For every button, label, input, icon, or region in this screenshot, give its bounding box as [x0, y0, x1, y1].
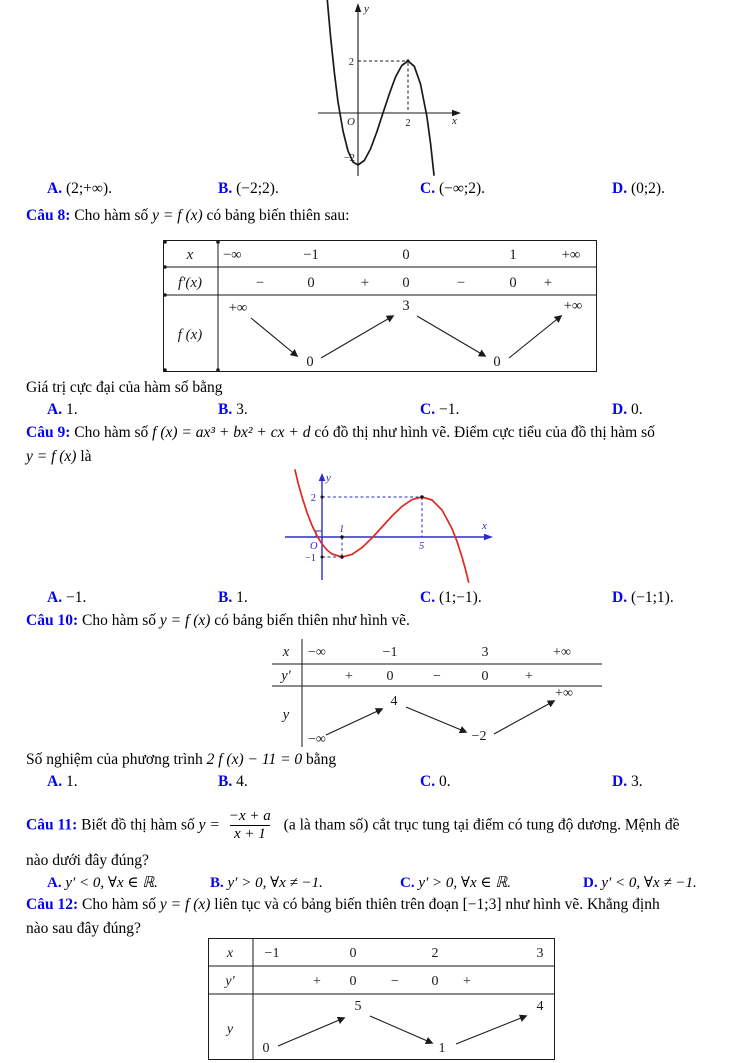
- text: Giá trị cực đại của hàm số bằng: [26, 379, 223, 396]
- svg-text:0: 0: [509, 275, 517, 291]
- option-a: [47, 873, 210, 892]
- text: Biết đồ thị hàm số: [81, 816, 195, 834]
- svg-text:+∞: +∞: [563, 298, 583, 314]
- option-letter: D.: [612, 401, 628, 418]
- option-letter: D.: [612, 180, 628, 197]
- svg-text:0: 0: [493, 354, 501, 370]
- svg-text:4: 4: [390, 694, 398, 709]
- option-b: [218, 773, 420, 791]
- row-header-y: y: [282, 707, 290, 723]
- option-value: −1.: [65, 589, 87, 606]
- option-c: [420, 589, 612, 607]
- formula: 2 f (x) − 11 = 0: [206, 751, 303, 768]
- numerator: −x + a: [228, 808, 271, 824]
- option-letter: B.: [210, 875, 224, 891]
- interval: [−1;3]: [462, 896, 502, 913]
- svg-text:0: 0: [307, 275, 315, 291]
- text: Cho hàm số: [74, 424, 149, 441]
- row-header-x: x: [282, 644, 290, 660]
- graph-cubic-q9: [283, 470, 500, 582]
- svg-text:−∞: −∞: [308, 732, 326, 747]
- variation-table-q10: [272, 639, 602, 749]
- text: nào sau đây đúng?: [26, 920, 141, 937]
- svg-text:3: 3: [481, 645, 489, 660]
- svg-text:0: 0: [402, 275, 410, 291]
- option-c: [420, 180, 612, 198]
- q11-options: [47, 873, 697, 892]
- q8-options: [47, 401, 643, 419]
- svg-text:0: 0: [431, 974, 439, 989]
- text: như hình vẽ. Khẳng định: [505, 896, 660, 913]
- y-axis-arrow-icon: [355, 3, 361, 12]
- option-letter: C.: [420, 589, 436, 606]
- text: Cho hàm số: [81, 896, 157, 913]
- svg-text:+∞: +∞: [553, 645, 571, 660]
- table-grid: [208, 938, 555, 1060]
- svg-text:−: −: [391, 974, 399, 989]
- option-value: (−1;1).: [630, 589, 674, 606]
- text: Cho hàm số: [74, 207, 149, 224]
- svg-text:1: 1: [509, 247, 517, 263]
- option-value: 1.: [65, 401, 78, 418]
- formula: f (x) = ax³ + bx² + cx + d: [152, 424, 311, 441]
- question-number: Câu 9:: [26, 424, 71, 441]
- question-number: Câu 10:: [26, 612, 79, 629]
- cubic-curve: [327, 0, 434, 175]
- q10-options: [47, 773, 643, 791]
- text: có bảng biến thiên như hình vẽ.: [214, 612, 410, 629]
- sign-row-values: [313, 974, 471, 989]
- svg-text:−: −: [255, 275, 265, 291]
- text: là: [80, 448, 92, 465]
- row-header-yprime: y′: [281, 668, 291, 684]
- svg-text:−1: −1: [382, 645, 398, 660]
- row-header-fprime: f′(x): [177, 275, 203, 291]
- xtick-2: 2: [405, 118, 411, 129]
- xtick-1: 1: [339, 524, 345, 535]
- cubic-curve: [295, 470, 469, 582]
- text: Cho hàm số: [81, 612, 157, 629]
- question-number: Câu 8:: [26, 207, 71, 224]
- option-a: [47, 401, 218, 419]
- q7-options: [47, 180, 665, 198]
- x-row-values: [223, 247, 580, 263]
- x-row-values: [265, 946, 544, 961]
- option-value: 3.: [236, 401, 248, 418]
- svg-text:0: 0: [349, 946, 357, 961]
- option-value: (1;−1).: [438, 589, 482, 606]
- option-letter: B.: [218, 401, 233, 418]
- q9-options: [47, 589, 674, 607]
- svg-text:−∞: −∞: [308, 645, 326, 660]
- text: Số nghiệm của phương trình: [26, 751, 203, 768]
- option-value: 0.: [630, 401, 643, 418]
- option-d: [612, 773, 643, 791]
- option-value: (−∞;2).: [438, 180, 485, 197]
- svg-text:−2: −2: [471, 729, 487, 744]
- svg-text:+: +: [360, 275, 370, 291]
- y-row-values: [308, 686, 573, 747]
- x-axis-label: x: [482, 520, 487, 532]
- option-c: [420, 773, 612, 791]
- svg-text:+∞: +∞: [561, 247, 581, 263]
- option-value: y′ < 0, ∀x ≠ −1.: [601, 875, 697, 891]
- denominator: x + 1: [230, 825, 270, 843]
- axes: [318, 8, 456, 176]
- option-letter: C.: [400, 875, 415, 891]
- formula: y = f (x): [26, 448, 77, 465]
- variation-arrows: [251, 316, 561, 358]
- option-a: [47, 180, 218, 198]
- y-axis-label: y: [364, 3, 369, 15]
- option-letter: A.: [47, 180, 63, 197]
- option-value: 1.: [65, 773, 78, 790]
- dashed-guides: [322, 497, 425, 557]
- svg-text:2: 2: [431, 946, 439, 961]
- option-d: [612, 589, 674, 607]
- q9-heading-line2: [26, 448, 746, 466]
- f-row-values: [229, 298, 583, 370]
- svg-text:−1: −1: [303, 247, 319, 263]
- sign-row-values: [345, 669, 533, 684]
- option-value: y′ < 0, ∀x ∈ ℝ.: [65, 875, 158, 891]
- table-border: [209, 939, 555, 1060]
- svg-text:+∞: +∞: [555, 686, 573, 701]
- variation-arrows: [326, 701, 554, 735]
- fraction: [225, 808, 275, 844]
- formula: y = f (x): [152, 207, 203, 224]
- q10-heading: [26, 612, 746, 630]
- svg-text:−: −: [433, 669, 441, 684]
- option-d: [612, 180, 665, 198]
- option-value: (0;2).: [630, 180, 665, 197]
- option-letter: D.: [612, 773, 628, 790]
- option-letter: C.: [420, 773, 436, 790]
- text: có đồ thị như hình vẽ. Điểm cực tiểu của đồ thị hàm số: [314, 424, 655, 441]
- svg-text:0: 0: [306, 354, 314, 370]
- max-point-dot: [406, 59, 409, 62]
- svg-text:+: +: [543, 275, 553, 291]
- question-number: Câu 11:: [26, 816, 78, 834]
- option-letter: D.: [583, 875, 598, 891]
- row-header-f: f (x): [177, 327, 203, 343]
- q10-question: [26, 751, 746, 769]
- text: có bảng biến thiên sau:: [206, 207, 350, 224]
- y-axis-label: y: [326, 472, 331, 484]
- svg-text:4: 4: [536, 999, 544, 1014]
- option-letter: A.: [47, 773, 63, 790]
- graph-cubic-q7: [310, 0, 465, 176]
- option-value: (−2;2).: [236, 180, 279, 197]
- option-a: [47, 589, 218, 607]
- variation-table-q12: [208, 938, 555, 1060]
- option-b: [218, 589, 420, 607]
- formula: y = f (x): [159, 896, 211, 913]
- x-axis-label: x: [452, 115, 457, 127]
- option-d: [612, 401, 643, 419]
- svg-text:0: 0: [386, 669, 394, 684]
- ytick-neg1: −1: [304, 553, 316, 564]
- svg-text:3: 3: [536, 946, 544, 961]
- origin-label: O: [310, 541, 318, 552]
- ytick-2: 2: [348, 57, 354, 68]
- text: (a là tham số) cắt trục tung tại điểm có tung độ dương. Mệnh đề: [283, 816, 680, 834]
- ytick-neg2: −2: [343, 153, 355, 164]
- option-c: [420, 401, 612, 419]
- x-axis-arrow-icon: [484, 534, 493, 541]
- xtick-5: 5: [419, 541, 425, 552]
- svg-text:+∞: +∞: [228, 300, 248, 316]
- option-value: 3.: [630, 773, 643, 790]
- svg-text:5: 5: [354, 999, 362, 1014]
- option-c: [400, 873, 583, 892]
- q11-heading-line2: [26, 852, 746, 870]
- svg-text:−1: −1: [264, 946, 280, 961]
- row-header-x: x: [186, 247, 194, 263]
- svg-text:0: 0: [349, 974, 357, 989]
- option-letter: A.: [47, 589, 63, 606]
- svg-text:0: 0: [481, 669, 489, 684]
- formula: y =: [198, 816, 220, 834]
- variation-table-q8: [163, 240, 597, 372]
- point-dots: [321, 495, 424, 558]
- option-value: y′ > 0, ∀x ∈ ℝ.: [418, 875, 511, 891]
- row-header-yprime: y′: [225, 974, 235, 989]
- svg-text:0: 0: [402, 247, 410, 263]
- formula: y = f (x): [159, 612, 211, 629]
- q12-heading-line2: [26, 920, 746, 938]
- q8-heading: [26, 207, 746, 225]
- svg-text:+: +: [345, 669, 353, 684]
- q11-heading: [26, 808, 746, 844]
- option-value: 0.: [438, 773, 451, 790]
- option-b: [210, 873, 400, 892]
- sign-row-values: [256, 275, 552, 291]
- svg-text:+: +: [313, 974, 321, 989]
- x-row-values: [308, 645, 571, 660]
- svg-text:−∞: −∞: [223, 247, 242, 263]
- q9-heading: [26, 424, 746, 442]
- svg-text:1: 1: [438, 1041, 446, 1056]
- option-b: [218, 180, 420, 198]
- option-value: (2;+∞).: [65, 180, 112, 197]
- question-number: Câu 12:: [26, 896, 79, 913]
- option-value: −1.: [438, 401, 460, 418]
- option-value: y′ > 0, ∀x ≠ −1.: [227, 875, 323, 891]
- option-letter: B.: [218, 180, 233, 197]
- option-a: [47, 773, 218, 791]
- option-letter: C.: [420, 401, 436, 418]
- ytick-2: 2: [310, 493, 316, 504]
- text: bằng: [306, 751, 337, 768]
- origin-label: O: [347, 116, 355, 128]
- row-header-x: x: [226, 946, 234, 961]
- text: nào dưới đây đúng?: [26, 852, 149, 869]
- option-letter: A.: [47, 875, 62, 891]
- svg-text:+: +: [463, 974, 471, 989]
- q12-heading: [26, 896, 746, 914]
- option-d: [583, 873, 697, 892]
- variation-arrows: [278, 1016, 526, 1046]
- svg-text:−: −: [456, 275, 466, 291]
- svg-text:3: 3: [402, 298, 410, 314]
- y-row-values: [263, 999, 544, 1056]
- option-value: 1.: [236, 589, 248, 606]
- option-letter: C.: [420, 180, 436, 197]
- y-axis-arrow-icon: [319, 473, 326, 481]
- svg-text:0: 0: [262, 1041, 270, 1056]
- option-letter: B.: [218, 589, 233, 606]
- option-letter: B.: [218, 773, 233, 790]
- text: liên tục và có bảng biến thiên trên đoạn: [214, 896, 459, 913]
- option-letter: D.: [612, 589, 628, 606]
- option-value: 4.: [236, 773, 248, 790]
- q8-question: [26, 379, 746, 397]
- option-letter: A.: [47, 401, 63, 418]
- row-header-y: y: [226, 1022, 234, 1037]
- option-b: [218, 401, 420, 419]
- svg-text:+: +: [525, 669, 533, 684]
